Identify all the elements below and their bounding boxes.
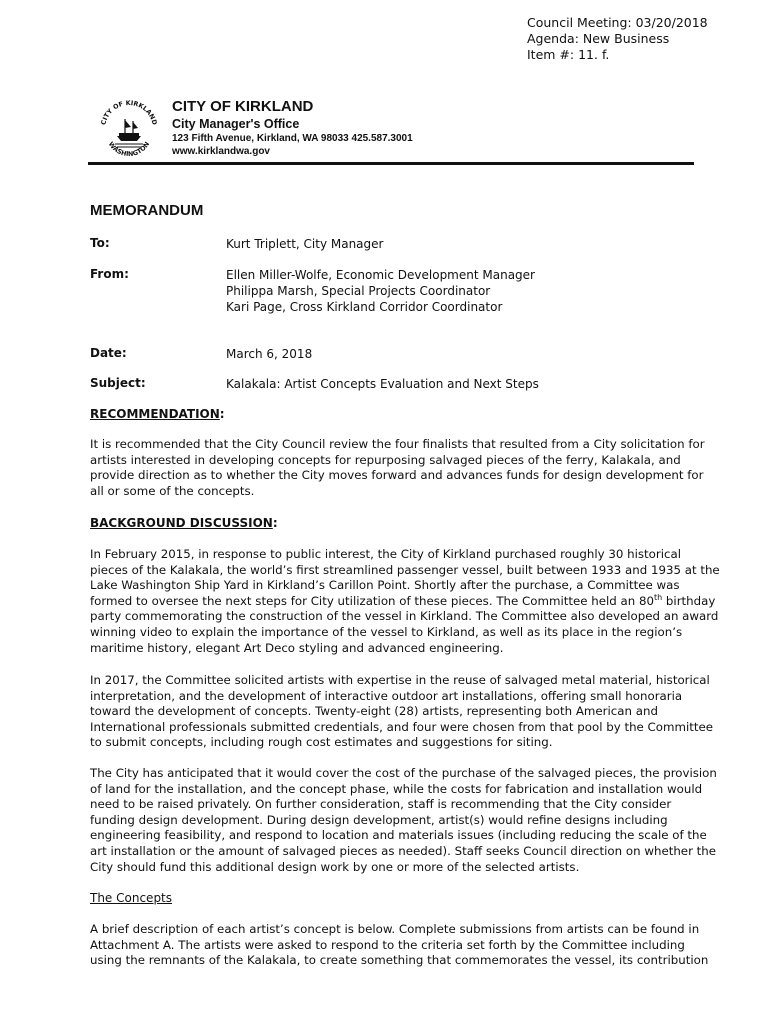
- text-span: birthday: [662, 593, 716, 608]
- recommendation-heading-colon: :: [219, 407, 225, 421]
- text-line: to submit concepts, including rough cost estimates and suggestions for siting.: [90, 735, 553, 750]
- meeting-date: Council Meeting: 03/20/2018: [527, 15, 708, 30]
- from-name: Kari Page, Cross Kirkland Corridor Coordinator: [226, 300, 503, 314]
- text-line: toward the development of concepts. Twenty-eight (28) artists, representing both American and: [90, 704, 658, 719]
- date-label: Date:: [90, 346, 127, 360]
- text-line: In 2017, the Committee solicited artists with expertise in the reuse of salvaged metal material, historical: [90, 673, 710, 687]
- text-line: Attachment A. The artists were asked to respond to the criteria set forth by the Committee including: [90, 937, 685, 952]
- text-line: Lake Washington Ship Yard in Kirkland’s Carillon Point. Shortly after the purchase, a Committee was: [90, 578, 680, 593]
- recommendation-heading: [90, 407, 225, 421]
- text-line: artists interested in developing concepts for repurposing salvaged pieces of the ferry, Kalakala, and: [90, 452, 681, 467]
- meeting-info: [527, 15, 708, 63]
- subject-value: Kalakala: Artist Concepts Evaluation and Next Steps: [226, 377, 539, 391]
- office-name: City Manager's Office: [172, 117, 300, 131]
- meeting-agenda: Agenda: New Business: [527, 31, 670, 46]
- text-line: winning video to explain the importance of the vessel to Kirkland, as well as its place in the region’s: [90, 624, 683, 639]
- to-value: Kurt Triplett, City Manager: [226, 237, 384, 251]
- text-line: The City has anticipated that it would cover the cost of the purchase of the salvaged pieces, the provision: [90, 766, 717, 780]
- text-line: engineering feasibility, and respond to location and materials issues (including reducing the scale of the: [90, 828, 707, 843]
- concepts-heading: The Concepts: [90, 891, 173, 905]
- from-name: Philippa Marsh, Special Projects Coordinator: [226, 284, 491, 298]
- text-line: maritime history, elegant Art Deco styling and advanced engineering.: [90, 640, 504, 655]
- text-span: formed to oversee the next steps for City utilization of these pieces. The Committee held an 80: [90, 593, 654, 608]
- office-website: www.kirklandwa.gov: [172, 146, 270, 157]
- text-line: pieces of the Kalakala, the world’s first streamlined passenger vessel, built between 1933 and 1935 at the: [90, 562, 720, 577]
- meeting-item: Item #: 11. f.: [527, 47, 610, 62]
- city-name: CITY OF KIRKLAND: [172, 98, 314, 115]
- text-line: need to be raised privately. On further consideration, staff is recommending that the City consider: [90, 797, 672, 812]
- text-line: City should fund this additional design work by one or more of the selected artists.: [90, 859, 580, 874]
- from-values: [226, 267, 535, 315]
- to-label: To:: [90, 236, 110, 250]
- background-paragraph-1: [90, 547, 720, 656]
- background-heading: [90, 516, 278, 530]
- text-line: In February 2015, in response to public interest, the City of Kirkland purchased roughly 30 historical: [90, 547, 681, 561]
- ordinal-suffix: th: [653, 592, 663, 602]
- svg-text:CITY OF KIRKLAND: CITY OF KIRKLAND: [99, 98, 159, 126]
- date-value: March 6, 2018: [226, 347, 313, 361]
- memo-title: MEMORANDUM: [90, 202, 204, 219]
- kirkland-seal-logo: [97, 97, 161, 161]
- recommendation-paragraph: [90, 437, 705, 499]
- text-line: interpretation, and the development of interactive outdoor art installations, offering small honoraria: [90, 688, 683, 703]
- concepts-paragraph: [90, 922, 709, 969]
- text-line: provide direction as to whether the City moves forward and advances funds for design development for: [90, 468, 704, 483]
- text-line: art installation or the amount of salvaged pieces as needed). Staff seeks Council direction on whether the: [90, 843, 717, 858]
- text-line: [90, 592, 716, 610]
- recommendation-heading-text: RECOMMENDATION: [90, 407, 220, 421]
- background-heading-colon: :: [272, 516, 278, 530]
- svg-text:WASHINGTON: WASHINGTON: [106, 140, 152, 159]
- text-line: all or some of the concepts.: [90, 483, 255, 498]
- background-paragraph-2: [90, 673, 714, 751]
- from-label: From:: [90, 267, 129, 281]
- letterhead: [172, 98, 413, 158]
- background-heading-text: BACKGROUND DISCUSSION: [90, 516, 273, 530]
- background-paragraph-3: [90, 766, 717, 875]
- text-line: using the remnants of the Kalakala, to create something that commemorates the vessel, its contribution: [90, 953, 709, 968]
- text-line: A brief description of each artist’s concept is below. Complete submissions from artists can be found in: [90, 922, 700, 936]
- office-address: 123 Fifth Avenue, Kirkland, WA 98033 425.587.3001: [172, 133, 413, 144]
- from-name: Ellen Miller-Wolfe, Economic Development Manager: [226, 268, 535, 282]
- text-line: International professionals submitted credentials, and four were chosen from that pool by the Committee: [90, 719, 714, 734]
- text-line: of land for the installation, and the concept phase, while the costs for fabrication and installation would: [90, 781, 703, 796]
- text-line: party commemorating the construction of the vessel in Kirkland. The Committee also developed an award: [90, 609, 719, 624]
- subject-label: Subject:: [90, 376, 146, 390]
- text-line: funding design development. During design development, artist(s) would refine designs including: [90, 812, 668, 827]
- text-line: It is recommended that the City Council review the four finalists that resulted from a City solicitation for: [90, 437, 705, 451]
- letterhead-divider: [88, 162, 694, 165]
